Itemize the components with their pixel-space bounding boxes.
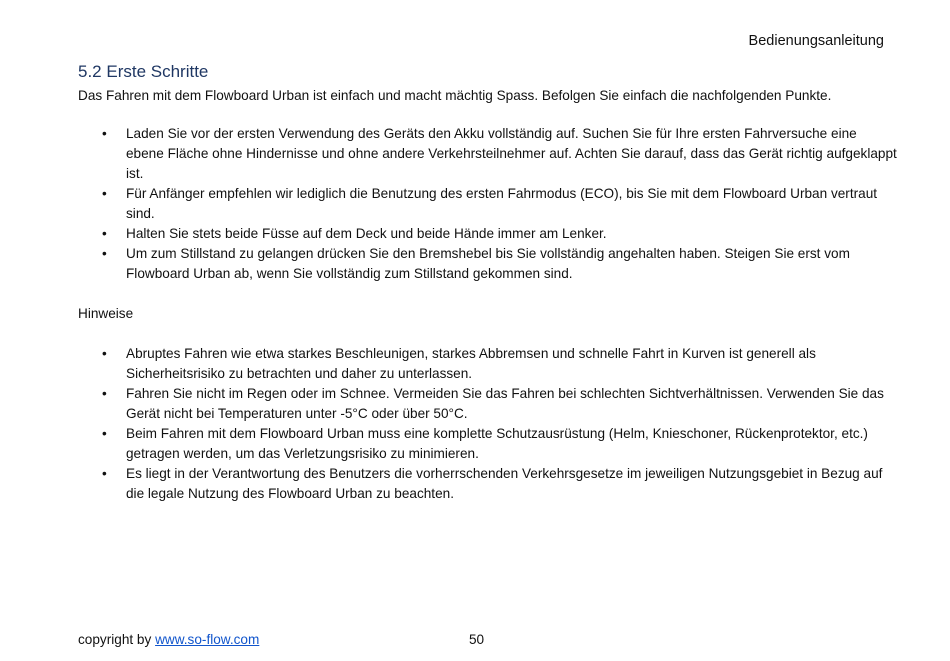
running-header: Bedienungsanleitung <box>748 33 884 49</box>
footer-copyright <box>78 630 259 650</box>
website-link[interactable]: www.so-flow.com <box>155 632 260 647</box>
list-item-text: Abruptes Fahren wie etwa starkes Beschleunigen, starkes Abbremsen und schnelle Fahrt in Kurven ist generell als Sicherheitsrisiko zu betrachten und daher zu unterlassen. <box>126 346 816 381</box>
list-item <box>78 424 898 464</box>
list-item-text: Um zum Stillstand zu gelangen drücken Sie den Bremshebel bis Sie vollständig angehalten haben. Steigen Sie erst vom Flowboard Urban ab, wenn Sie vollständig zum Stillstand gekommen sind. <box>126 246 850 281</box>
bullet-icon: • <box>102 126 107 141</box>
bullet-icon: • <box>102 226 107 241</box>
section-title: 5.2 Erste Schritte <box>78 62 209 81</box>
list-item <box>78 124 898 184</box>
bullet-icon: • <box>102 466 107 481</box>
list-item <box>78 224 898 244</box>
list-item <box>78 184 898 224</box>
list-item-text: Laden Sie vor der ersten Verwendung des Geräts den Akku vollständig auf. Suchen Sie für Ihre ersten Fahrversuche eine ebene Fläche ohne Hindernisse und ohne andere Verkehrsteilnehmer auf. Achten Sie darauf, dass das Gerät richtig aufgeklappt ist. <box>126 126 897 181</box>
list-item-text: Für Anfänger empfehlen wir lediglich die Benutzung des ersten Fahrmodus (ECO), bis Sie mit dem Flowboard Urban vertraut sind. <box>126 186 878 221</box>
bullet-icon: • <box>102 186 107 201</box>
list-item <box>78 384 898 424</box>
steps-list <box>78 124 898 284</box>
list-item <box>78 464 898 504</box>
list-item-text: Fahren Sie nicht im Regen oder im Schnee. Vermeiden Sie das Fahren bei schlechten Sichtverhältnissen. Verwenden Sie das Gerät nicht bei Temperaturen unter -5°C oder über 50°C. <box>126 386 884 421</box>
bullet-icon: • <box>102 386 107 401</box>
list-item-text: Beim Fahren mit dem Flowboard Urban muss eine komplette Schutzausrüstung (Helm, Knieschoner, Rückenprotektor, etc.) getragen werden, um das Verletzungsrisiko zu minimieren. <box>126 426 868 461</box>
bullet-icon: • <box>102 426 107 441</box>
copyright-text: copyright by <box>78 632 156 647</box>
notes-list <box>78 344 898 504</box>
page-number: 50 <box>469 632 485 647</box>
list-item <box>78 244 898 284</box>
list-item-text: Es liegt in der Verantwortung des Benutzers die vorherrschenden Verkehrsgesetze im jeweiligen Nutzungsgebiet in Bezug auf die legale Nutzung des Flowboard Urban zu beachten. <box>126 466 883 501</box>
bullet-icon: • <box>102 246 107 261</box>
list-item <box>78 344 898 384</box>
notes-heading: Hinweise <box>78 306 134 321</box>
bullet-icon: • <box>102 346 107 361</box>
intro-paragraph: Das Fahren mit dem Flowboard Urban ist einfach und macht mächtig Spass. Befolgen Sie einfach die nachfolgenden Punkte. <box>78 88 832 103</box>
list-item-text: Halten Sie stets beide Füsse auf dem Deck und beide Hände immer am Lenker. <box>126 226 607 241</box>
